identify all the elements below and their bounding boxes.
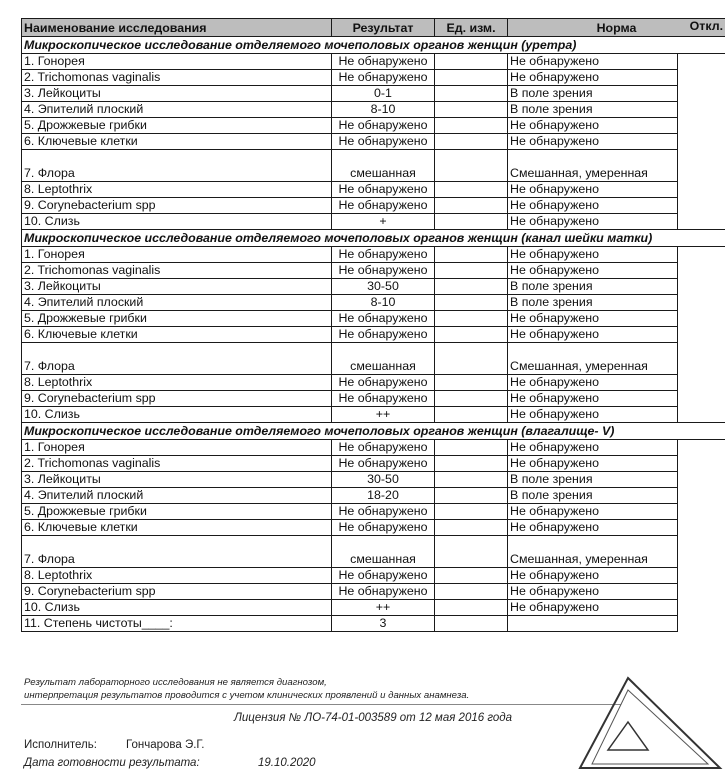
cell-unit: [435, 327, 508, 343]
cell-deviation: [678, 472, 725, 488]
cell-unit: [435, 118, 508, 134]
cell-deviation: [678, 182, 725, 198]
cell-name: 8. Leptothrix: [22, 375, 332, 391]
cell-norm: В поле зрения: [508, 86, 678, 102]
table-row: [22, 616, 725, 632]
cell-unit: [435, 488, 508, 504]
ready-date-value: 19.10.2020: [258, 757, 316, 769]
cell-unit: [435, 456, 508, 472]
cell-name: 5. Дрожжевые грибки: [22, 118, 332, 134]
table-row: [22, 311, 725, 327]
cell-result: 3: [332, 616, 435, 632]
cell-norm: Не обнаружено: [508, 391, 678, 407]
license-text: Лицензия № ЛО-74-01-003589 от 12 мая 2016 года: [234, 712, 512, 724]
section-title: Микроскопическое исследование отделяемого мочеполовых органов женщин (влагалище- V): [22, 423, 725, 440]
cell-unit: [435, 391, 508, 407]
cell-norm: Не обнаружено: [508, 70, 678, 86]
table-row: [22, 279, 725, 295]
cell-name: 4. Эпителий плоский: [22, 102, 332, 118]
cell-name: 6. Ключевые клетки: [22, 327, 332, 343]
cell-result: Не обнаружено: [332, 182, 435, 198]
cell-unit: [435, 214, 508, 230]
cell-result: 30-50: [332, 472, 435, 488]
divider: [21, 704, 621, 705]
cell-norm: Не обнаружено: [508, 327, 678, 343]
cell-unit: [435, 295, 508, 311]
cell-name: 8. Leptothrix: [22, 568, 332, 584]
cell-unit: [435, 375, 508, 391]
header-unit: Ед. изм.: [435, 19, 508, 37]
cell-deviation: [678, 295, 725, 311]
cell-norm: Не обнаружено: [508, 600, 678, 616]
cell-name: 9. Corynebacterium spp: [22, 198, 332, 214]
cell-name: 1. Гонорея: [22, 440, 332, 456]
cell-norm: Смешанная, умеренная: [508, 536, 678, 568]
cell-deviation: [678, 456, 725, 472]
cell-deviation: [678, 568, 725, 584]
section-title: Микроскопическое исследование отделяемого мочеполовых органов женщин (уретра): [22, 37, 725, 54]
cell-result: ++: [332, 600, 435, 616]
cell-name: 4. Эпителий плоский: [22, 295, 332, 311]
cell-unit: [435, 198, 508, 214]
table-row: [22, 295, 725, 311]
cell-deviation: [678, 134, 725, 150]
ready-date-label: Дата готовности результата:: [24, 757, 200, 769]
cell-name: 10. Слизь: [22, 600, 332, 616]
cell-result: Не обнаружено: [332, 375, 435, 391]
cell-unit: [435, 600, 508, 616]
cell-name: 6. Ключевые клетки: [22, 134, 332, 150]
cell-unit: [435, 504, 508, 520]
table-row: [22, 247, 725, 263]
cell-deviation: [678, 198, 725, 214]
table-row: [22, 520, 725, 536]
table-row: [22, 600, 725, 616]
cell-deviation: [678, 279, 725, 295]
cell-result: Не обнаружено: [332, 70, 435, 86]
disclaimer-note: [24, 677, 469, 702]
cell-result: Не обнаружено: [332, 198, 435, 214]
cell-norm: Не обнаружено: [508, 182, 678, 198]
cell-name: 7. Флора: [22, 536, 332, 568]
disclaimer-line-1: Результат лабораторного исследования не является диагнозом,: [24, 677, 469, 690]
cell-unit: [435, 102, 508, 118]
cell-norm: Смешанная, умеренная: [508, 150, 678, 182]
cell-unit: [435, 70, 508, 86]
cell-deviation: [678, 311, 725, 327]
performer-name: Гончарова Э.Г.: [126, 739, 204, 751]
table-row: [22, 214, 725, 230]
table-row: [22, 568, 725, 584]
disclaimer-line-2: интерпретация результатов проводится с учетом клинических проявлений и данных анамнеза.: [24, 690, 469, 703]
cell-norm: Не обнаружено: [508, 584, 678, 600]
cell-result: Не обнаружено: [332, 504, 435, 520]
table-row: [22, 182, 725, 198]
cell-norm: Не обнаружено: [508, 198, 678, 214]
cell-unit: [435, 520, 508, 536]
cell-unit: [435, 150, 508, 182]
table-row: [22, 536, 725, 568]
header-name: Наименование исследования: [22, 19, 332, 37]
header-norm: [508, 19, 725, 37]
cell-name: 6. Ключевые клетки: [22, 520, 332, 536]
cell-result: Не обнаружено: [332, 54, 435, 70]
cell-name: 2. Trichomonas vaginalis: [22, 263, 332, 279]
cell-result: Не обнаружено: [332, 263, 435, 279]
cell-name: 10. Слизь: [22, 214, 332, 230]
cell-norm: В поле зрения: [508, 279, 678, 295]
cell-unit: [435, 134, 508, 150]
cell-unit: [435, 472, 508, 488]
table-row: [22, 504, 725, 520]
cell-result: 30-50: [332, 279, 435, 295]
cell-result: Не обнаружено: [332, 327, 435, 343]
results-table: [21, 18, 725, 632]
header-result: Результат: [332, 19, 435, 37]
cell-result: ++: [332, 407, 435, 423]
cell-result: Не обнаружено: [332, 118, 435, 134]
cell-name: 5. Дрожжевые грибки: [22, 311, 332, 327]
cell-name: 8. Leptothrix: [22, 182, 332, 198]
cell-name: 9. Corynebacterium spp: [22, 391, 332, 407]
cell-name: 9. Corynebacterium spp: [22, 584, 332, 600]
cell-deviation: [678, 616, 725, 632]
table-body: [22, 37, 725, 632]
cell-norm: Не обнаружено: [508, 568, 678, 584]
table-row: [22, 102, 725, 118]
cell-name: 7. Флора: [22, 150, 332, 182]
table-header-row: [22, 19, 725, 37]
cell-name: 2. Trichomonas vaginalis: [22, 456, 332, 472]
cell-unit: [435, 407, 508, 423]
cell-unit: [435, 54, 508, 70]
table-row: [22, 327, 725, 343]
cell-unit: [435, 584, 508, 600]
table-row: [22, 584, 725, 600]
cell-deviation: [678, 440, 725, 456]
cell-unit: [435, 247, 508, 263]
table-row: [22, 86, 725, 102]
cell-deviation: [678, 327, 725, 343]
cell-norm: Не обнаружено: [508, 214, 678, 230]
cell-name: 2. Trichomonas vaginalis: [22, 70, 332, 86]
performer-label: Исполнитель:: [24, 739, 97, 751]
cell-norm: Не обнаружено: [508, 520, 678, 536]
cell-norm: Не обнаружено: [508, 407, 678, 423]
cell-result: Не обнаружено: [332, 247, 435, 263]
cell-unit: [435, 86, 508, 102]
header-deviation: Откл.: [690, 20, 723, 33]
cell-result: 8-10: [332, 102, 435, 118]
cell-deviation: [678, 102, 725, 118]
performer-line: [24, 739, 97, 751]
cell-deviation: [678, 536, 725, 568]
section-header-row: [22, 423, 725, 440]
cell-result: Не обнаружено: [332, 584, 435, 600]
cell-norm: В поле зрения: [508, 102, 678, 118]
cell-norm: Не обнаружено: [508, 118, 678, 134]
cell-deviation: [678, 375, 725, 391]
cell-name: 3. Лейкоциты: [22, 86, 332, 102]
cell-unit: [435, 311, 508, 327]
cell-deviation: [678, 504, 725, 520]
cell-norm: Смешанная, умеренная: [508, 343, 678, 375]
cell-unit: [435, 568, 508, 584]
cell-norm: Не обнаружено: [508, 456, 678, 472]
cell-result: Не обнаружено: [332, 311, 435, 327]
cell-norm: Не обнаружено: [508, 375, 678, 391]
table-row: [22, 488, 725, 504]
cell-unit: [435, 279, 508, 295]
cell-result: 0-1: [332, 86, 435, 102]
cell-result: Не обнаружено: [332, 391, 435, 407]
cell-deviation: [678, 263, 725, 279]
section-header-row: [22, 230, 725, 247]
cell-norm: [508, 616, 678, 632]
cell-result: смешанная: [332, 150, 435, 182]
table-row: [22, 150, 725, 182]
table-row: [22, 391, 725, 407]
cell-norm: Не обнаружено: [508, 134, 678, 150]
cell-name: 10. Слизь: [22, 407, 332, 423]
cell-unit: [435, 440, 508, 456]
table-row: [22, 407, 725, 423]
cell-deviation: [678, 214, 725, 230]
cell-result: Не обнаружено: [332, 440, 435, 456]
cell-deviation: [678, 343, 725, 375]
cell-name: 3. Лейкоциты: [22, 279, 332, 295]
cell-norm: Не обнаружено: [508, 504, 678, 520]
cell-result: Не обнаружено: [332, 520, 435, 536]
section-header-row: [22, 37, 725, 54]
cell-result: смешанная: [332, 343, 435, 375]
ready-date-line: [24, 757, 200, 769]
cell-deviation: [678, 584, 725, 600]
cell-deviation: [678, 118, 725, 134]
cell-deviation: [678, 247, 725, 263]
cell-norm: В поле зрения: [508, 295, 678, 311]
cell-name: 7. Флора: [22, 343, 332, 375]
cell-name: 11. Степень чистоты____:: [22, 616, 332, 632]
cell-deviation: [678, 600, 725, 616]
cell-name: 3. Лейкоциты: [22, 472, 332, 488]
cell-norm: Не обнаружено: [508, 440, 678, 456]
cell-norm: Не обнаружено: [508, 247, 678, 263]
cell-unit: [435, 536, 508, 568]
cell-deviation: [678, 86, 725, 102]
lab-stamp-icon: [560, 672, 725, 772]
cell-result: смешанная: [332, 536, 435, 568]
cell-norm: В поле зрения: [508, 488, 678, 504]
cell-deviation: [678, 54, 725, 70]
cell-name: 4. Эпителий плоский: [22, 488, 332, 504]
cell-result: Не обнаружено: [332, 134, 435, 150]
cell-result: Не обнаружено: [332, 568, 435, 584]
table-row: [22, 70, 725, 86]
cell-deviation: [678, 407, 725, 423]
cell-name: 5. Дрожжевые грибки: [22, 504, 332, 520]
cell-norm: В поле зрения: [508, 472, 678, 488]
cell-unit: [435, 616, 508, 632]
cell-name: 1. Гонорея: [22, 54, 332, 70]
table-row: [22, 198, 725, 214]
cell-unit: [435, 263, 508, 279]
cell-norm: Не обнаружено: [508, 311, 678, 327]
cell-result: 8-10: [332, 295, 435, 311]
cell-result: +: [332, 214, 435, 230]
cell-deviation: [678, 488, 725, 504]
table-row: [22, 472, 725, 488]
cell-deviation: [678, 70, 725, 86]
table-row: [22, 375, 725, 391]
cell-result: 18-20: [332, 488, 435, 504]
header-norm-label: Норма: [597, 21, 637, 35]
table-row: [22, 263, 725, 279]
section-title: Микроскопическое исследование отделяемого мочеполовых органов женщин (канал шейки матки): [22, 230, 725, 247]
cell-deviation: [678, 150, 725, 182]
table-row: [22, 440, 725, 456]
cell-unit: [435, 182, 508, 198]
cell-unit: [435, 343, 508, 375]
cell-norm: Не обнаружено: [508, 54, 678, 70]
cell-result: Не обнаружено: [332, 456, 435, 472]
cell-norm: Не обнаружено: [508, 263, 678, 279]
table-row: [22, 118, 725, 134]
cell-name: 1. Гонорея: [22, 247, 332, 263]
table-row: [22, 54, 725, 70]
table-row: [22, 134, 725, 150]
cell-deviation: [678, 520, 725, 536]
table-row: [22, 456, 725, 472]
cell-deviation: [678, 391, 725, 407]
table-row: [22, 343, 725, 375]
